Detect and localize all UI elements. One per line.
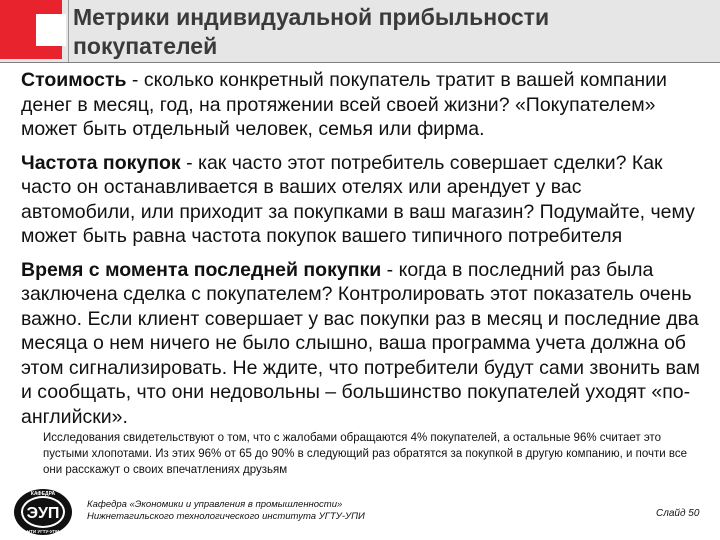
footer-line2: Нижнетагильского технологического института УГТУ-УПИ [87,511,365,522]
slide-number: Слайд 50 [656,508,700,519]
research-note: Исследования свидетельствуют о том, что с жалобами обращаются 4% покупателей, а остальные 96% считает это пустыми хлопотами. Из этих 96% от 65 до 90% в следующий раз обратятся за покупкой в другую компанию, и почти все они расскажут о своих впечатлениях друзьям [43,432,687,476]
paragraph-recency [21,258,701,430]
paragraph-recency-text: - когда в последний раз была заключена сделка с покупателем? Контролировать этот показатель очень важно. Если клиент совершает у вас покупки раз в месяц и последние два месяца о нем ничего не было слышно, ваша программа учета должна об этом сигнализировать. Не ждите, что потребители будут сами звонить вам и сообщать, что они недовольны – большинство покупателей уходят «по-английски». [21,258,700,428]
logo-ring-bottom: НТИ УГТУ-УПИ [26,529,60,534]
paragraph-value-text: - сколько конкретный покупатель тратит в вашей компании денег в месяц, год, на протяжении всей своей жизни? «Покупателем» может быть отдельный человек, семья или фирма. [21,69,667,140]
term-value: Стоимость [21,69,127,91]
paragraph-frequency-text: - как часто этот потребитель совершает сделки? Как часто он останавливается в ваших отелях или арендует у вас автомобили, или приходит за покупками в ваш магазин? Подумайте, чему может быть равна частота покупок вашего типичного потребителя [21,151,695,247]
header-divider [68,0,69,63]
term-recency: Время с момента последней покупки [21,258,382,281]
logo-text: ЭУП [26,505,60,522]
slide-header [0,0,720,63]
footer-line1: Кафедра «Экономики и управления в промышленности» [87,499,343,510]
paragraph-value [21,68,701,142]
footer-department [87,499,507,523]
slide-title-line1: Метрики индивидуальной прибыльности [73,4,550,30]
slide-body [21,68,701,438]
header-rule [0,62,720,63]
department-logo [12,487,74,537]
term-frequency: Частота покупок [21,151,181,174]
paragraph-frequency [21,151,701,249]
slide-title-line2: покупателей [73,33,218,59]
slide-title [73,3,673,61]
corner-accent-inner [36,14,66,46]
logo-ring-top: КАФЕДРА [30,491,56,497]
